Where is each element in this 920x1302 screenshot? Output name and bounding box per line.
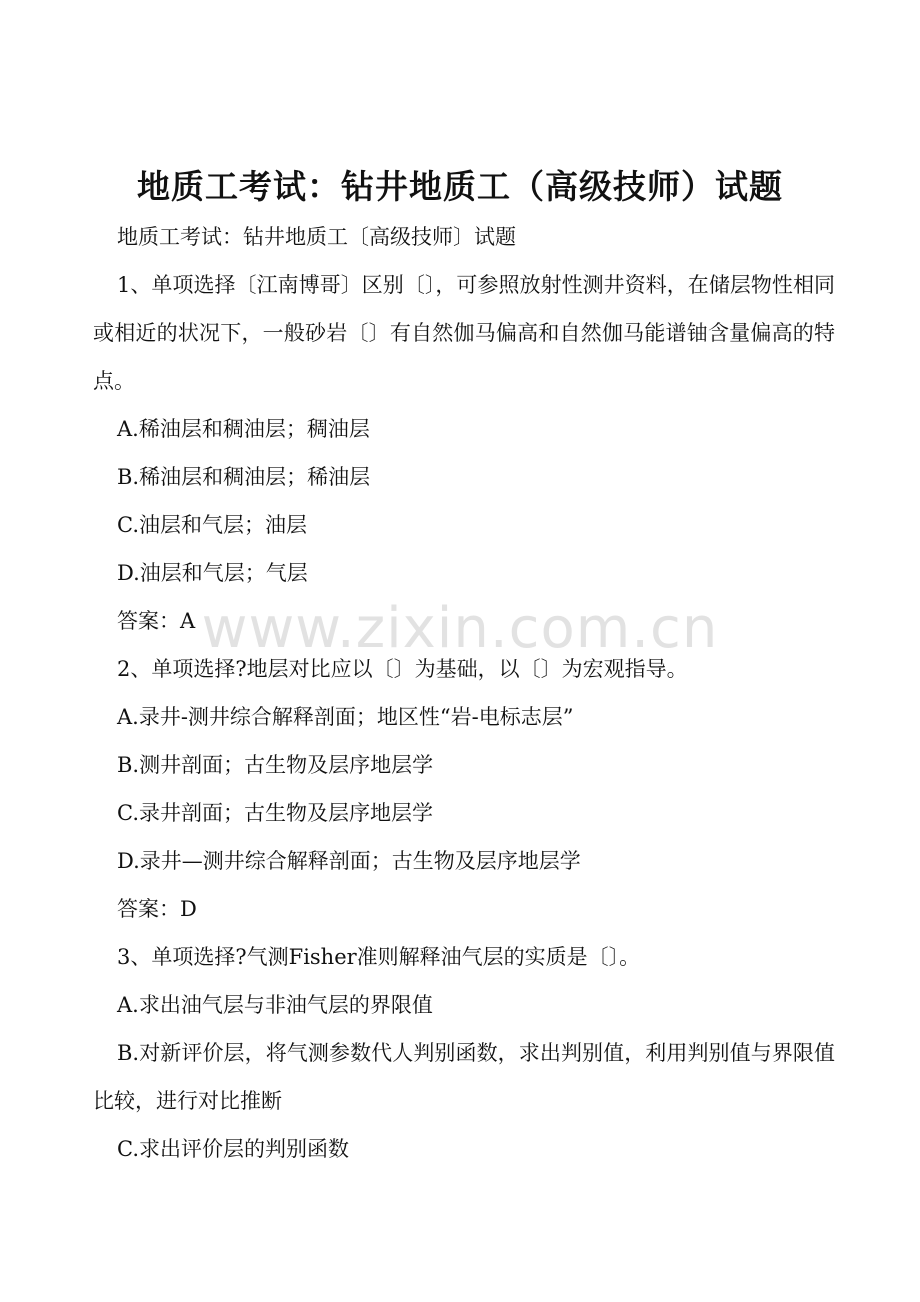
question-2-stem: 2、单项选择?地层对比应以〔〕为基础，以〔〕为宏观指导。	[117, 657, 688, 681]
watermark: www.zixin.com.cn	[201, 596, 719, 661]
document-subtitle: 地质工考试：钻井地质工〔高级技师〕试题	[117, 225, 516, 249]
question-1-answer: 答案：A	[117, 609, 196, 633]
question-2-option-a: A.录井-测井综合解释剖面；地区性“岩-电标志层”	[117, 705, 574, 729]
question-2-option-c: C.录井剖面；古生物及层序地层学	[117, 801, 433, 825]
question-3-option-c: C.求出评价层的判别函数	[117, 1137, 349, 1161]
question-3-option-a: A.求出油气层与非油气层的界限值	[117, 993, 433, 1017]
question-1-option-b: B.稀油层和稠油层；稀油层	[117, 465, 371, 489]
question-1-stem: 1、单项选择〔江南博哥〕区别〔〕，可参照放射性测井资料，在储层物性相同或相近的状况下，一般砂岩〔〕有自然伽马偏高和自然伽马能谱铀含量偏高的特点。	[93, 273, 835, 393]
question-2-option-b: B.测井剖面；古生物及层序地层学	[117, 753, 434, 777]
question-1-option-c: C.油层和气层；油层	[117, 513, 307, 537]
question-1-option-a: A.稀油层和稠油层；稠油层	[117, 417, 370, 441]
document-body	[93, 213, 835, 1173]
question-3-stem: 3、单项选择?气测Fisher准则解释油气层的实质是〔〕。	[117, 945, 641, 969]
question-3-option-b: B.对新评价层，将气测参数代人判别函数，求出判别值，利用判别值与界限值比较，进行对比推断	[93, 1041, 835, 1113]
question-2-option-d: D.录井—测井综合解释剖面；古生物及层序地层学	[117, 849, 581, 873]
question-2-answer: 答案：D	[117, 897, 197, 921]
document-title: 地质工考试：钻井地质工（高级技师）试题	[137, 167, 783, 206]
question-1-option-d: D.油层和气层；气层	[117, 561, 308, 585]
